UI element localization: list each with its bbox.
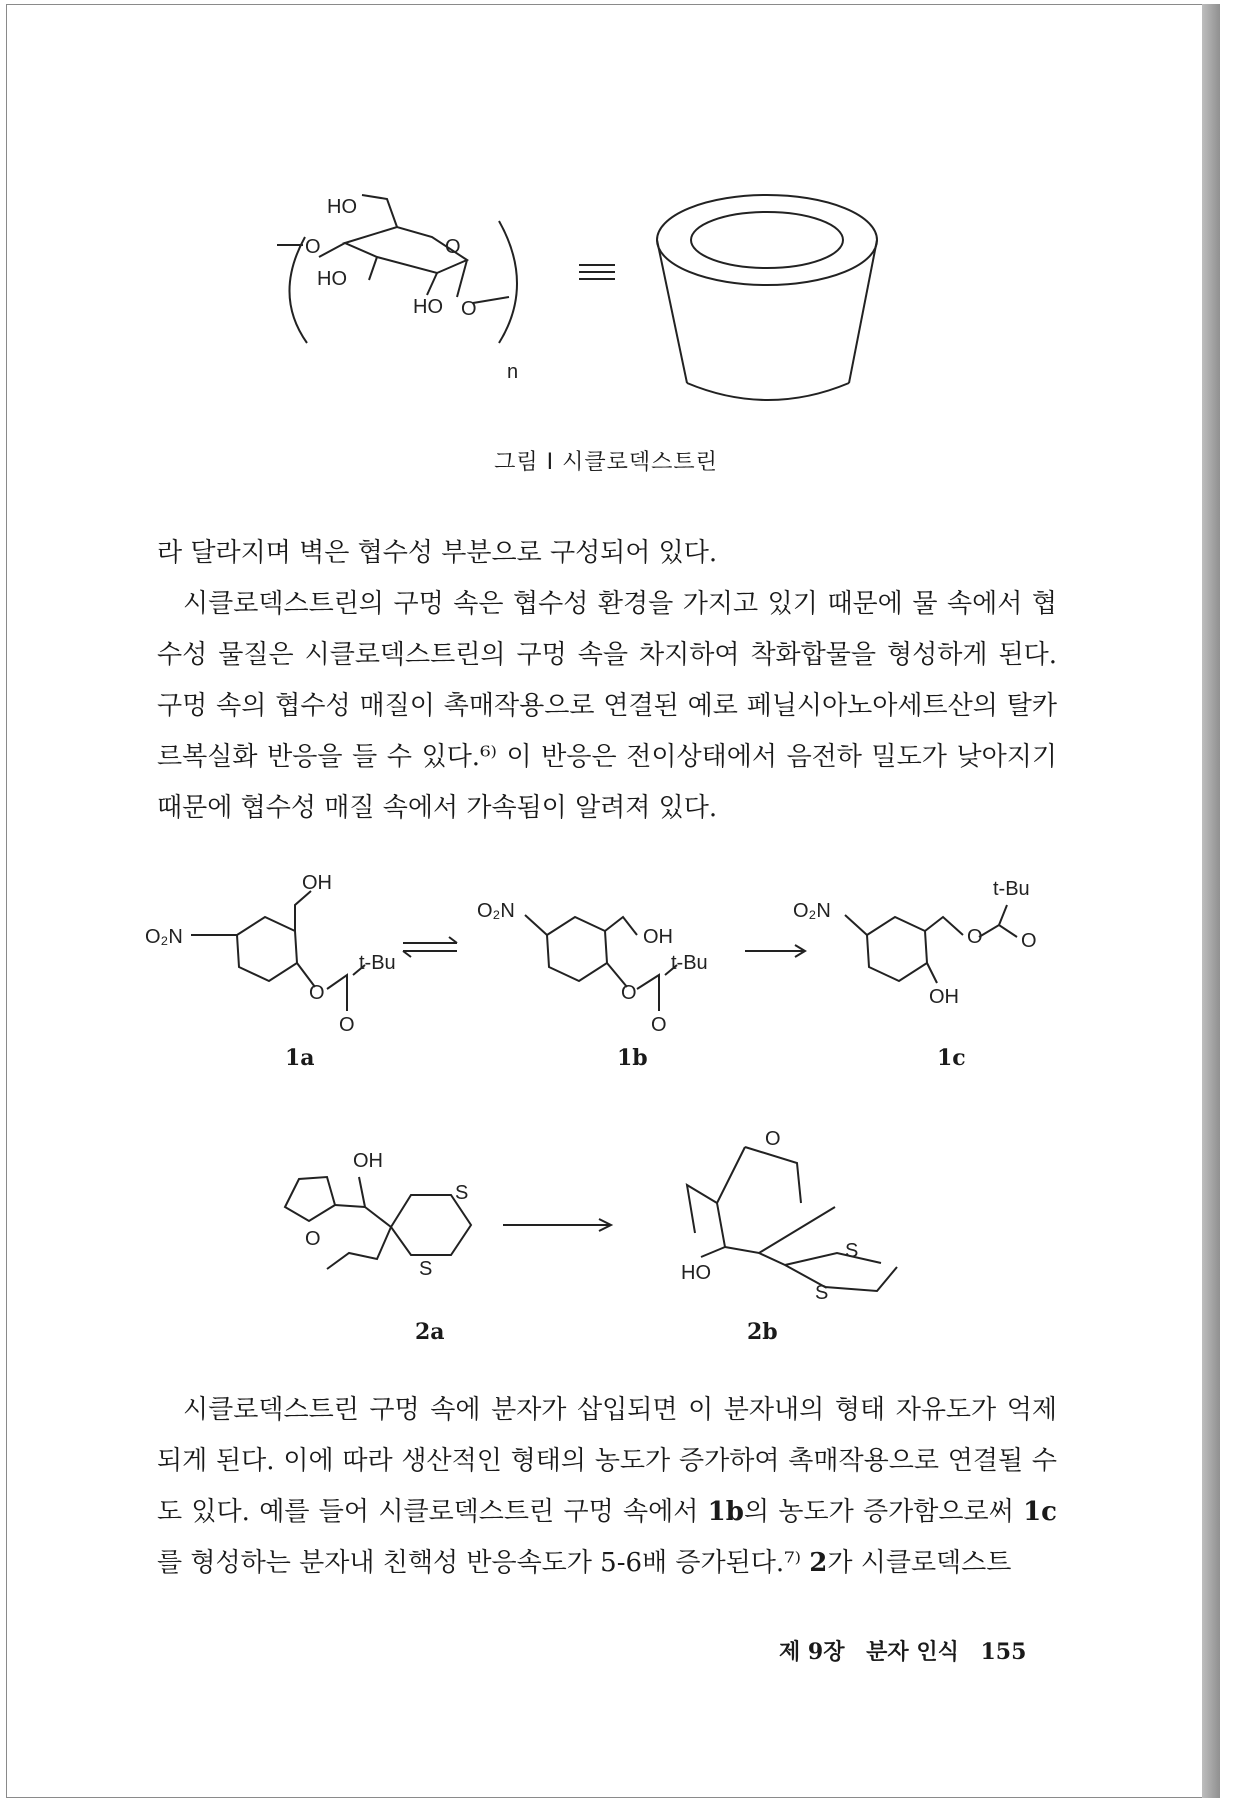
paragraph-text <box>157 1385 1057 1589</box>
compound-label: 1a <box>285 1045 315 1071</box>
tbu-label: t-Bu <box>993 878 1030 900</box>
o-label: O <box>305 236 321 258</box>
paragraph-text: 시클로덱스트린의 구멍 속은 협수성 환경을 가지고 있기 때문에 물 속에서 협수성 물질은 시클로덱스트린의 구멍 속을 차지하여 착화합물을 형성하게 된다. 구멍 속의 협수성 매질이 촉매작용으로 연결된 예로 페닐시아노아세트산의 탈카르복실화 반응을 들 수 있다.⁶⁾ 이 반응은 전이상태에서 음전하 밀도가 낮아지기 때문에 협수성 매질 속에서 가속됨이 알려져 있다. <box>157 589 1057 823</box>
compound-label: 1b <box>617 1045 648 1071</box>
compound-label: 1c <box>937 1045 966 1071</box>
o-label: O <box>967 926 983 948</box>
o-label: O <box>305 1228 321 1250</box>
figure-caption: 그림 Ⅰ 시클로덱스트린 <box>494 450 718 475</box>
no2-label: O₂N <box>145 926 183 948</box>
o-label: O <box>651 1014 667 1036</box>
text-segment: 의 농도가 증가함으로써 <box>743 1497 1024 1527</box>
s-label: S <box>419 1258 433 1280</box>
page-edge-shadow <box>1202 4 1220 1798</box>
compound-ref: 1b <box>707 1497 744 1527</box>
text-segment: 를 형성하는 분자내 친핵성 반응속도가 5-6배 증가된다.⁷⁾ <box>157 1548 810 1578</box>
body-paragraph-2 <box>157 1385 1057 1589</box>
ho-label: HO <box>327 196 357 218</box>
page-footer <box>779 1635 1040 1666</box>
compound-ref: 2 <box>809 1548 828 1578</box>
ho-label: HO <box>317 268 347 290</box>
paragraph-line: 라 달라지며 벽은 협수성 부분으로 구성되어 있다. <box>157 538 718 568</box>
ho-label: HO <box>681 1262 711 1284</box>
o-label: O <box>309 982 325 1004</box>
cyclodextrin-figure <box>277 185 917 435</box>
o-label: O <box>621 982 637 1004</box>
no2-label: O₂N <box>793 900 831 922</box>
o-label: O <box>765 1128 781 1150</box>
o-label: O <box>1021 930 1037 952</box>
oh-label: OH <box>929 986 959 1008</box>
s-label: S <box>455 1182 469 1204</box>
no2-label: O₂N <box>477 900 515 922</box>
body-paragraph-1 <box>157 528 1057 834</box>
chapter-title: 분자 인식 <box>866 1639 959 1665</box>
ring-o-label: O <box>445 236 461 258</box>
oh-label: OH <box>643 926 673 948</box>
o-label: O <box>339 1014 355 1036</box>
text-segment: 가 시클로덱스트 <box>827 1548 1012 1578</box>
text-segment: 시클로덱스트린 구멍 속에 분자가 삽입되면 이 분자내의 형태 자유도가 억제되게 된다. 이에 따라 생산적인 형태의 농도가 증가하여 촉매작용으로 연결될 수도 있다. 예를 들어 시클로덱스트린 구멍 속에서 <box>157 1395 1057 1527</box>
tbu-label: t-Bu <box>671 952 708 974</box>
repeat-n-label: n <box>507 361 519 383</box>
s-label: S <box>815 1282 829 1304</box>
page-number: 155 <box>980 1639 1027 1665</box>
book-page <box>6 4 1206 1798</box>
oh-label: OH <box>302 872 332 894</box>
chapter-number: 제 9장 <box>779 1639 845 1665</box>
compound-label: 2b <box>747 1319 778 1345</box>
o-label: O <box>461 298 477 320</box>
reaction-scheme-2 <box>277 1115 977 1315</box>
compound-ref: 1c <box>1023 1497 1057 1527</box>
tbu-label: t-Bu <box>359 952 396 974</box>
oh-label: OH <box>353 1150 383 1172</box>
reaction-scheme-1 <box>137 865 1077 1095</box>
ho-label: HO <box>413 296 443 318</box>
s-label: S <box>845 1240 859 1262</box>
compound-label: 2a <box>415 1319 445 1345</box>
